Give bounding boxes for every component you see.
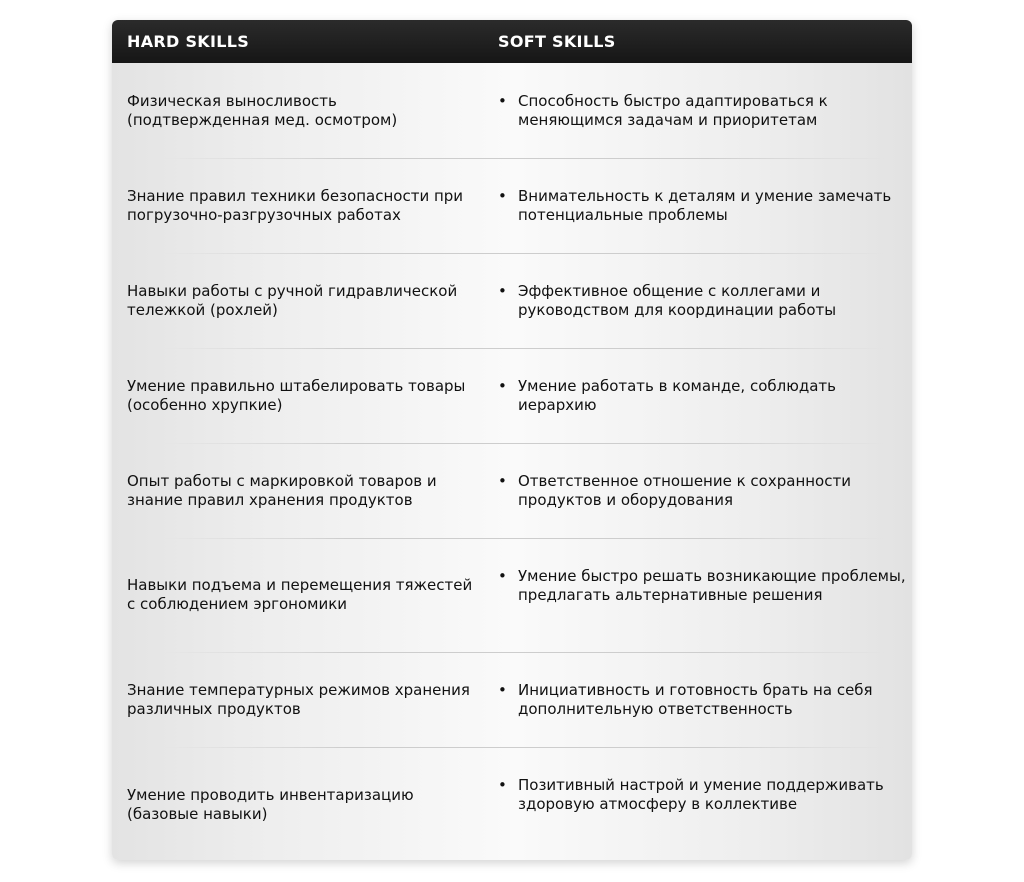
hard-skill-cell: Знание правил техники безопасности при погрузочно-разгрузочных работах [127,187,464,224]
bullet-icon: • [498,681,507,699]
bullet-icon: • [498,377,507,395]
table-row [112,158,912,253]
header-soft-skills: SOFT SKILLS [498,32,616,51]
soft-skill-text: Инициативность и готовность брать на себя дополнительную ответственность [518,681,873,718]
table-row [112,747,912,860]
soft-skill-text: Ответственное отношение к сохранности продуктов и оборудования [518,472,851,509]
hard-skill-cell: Физическая выносливость (подтвержденная мед. осмотром) [127,92,398,129]
bullet-icon: • [498,187,507,205]
header-hard-skills: HARD SKILLS [127,32,250,51]
table-row [112,253,912,348]
table-row [112,348,912,443]
skills-table [112,20,912,860]
hard-skill-cell: Умение проводить инвентаризацию (базовые навыки) [127,786,414,823]
bullet-icon: • [498,472,507,490]
soft-skill-text: Внимательность к деталям и умение замечать потенциальные проблемы [518,187,892,224]
table-row [112,652,912,747]
hard-skill-cell: Опыт работы с маркировкой товаров и знание правил хранения продуктов [127,472,437,509]
hard-skill-cell: Знание температурных режимов хранения различных продуктов [127,681,470,718]
table-header [112,20,912,63]
bullet-icon: • [498,776,507,794]
soft-skill-text: Способность быстро адаптироваться к меняющимся задачам и приоритетам [518,92,828,129]
hard-skill-cell: Умение правильно штабелировать товары (особенно хрупкие) [127,377,466,414]
soft-skill-text: Умение быстро решать возникающие проблемы, предлагать альтернативные решения [518,567,906,604]
table-row [112,538,912,652]
soft-skill-text: Позитивный настрой и умение поддерживать здоровую атмосферу в коллективе [518,776,884,813]
bullet-icon: • [498,282,507,300]
hard-skill-cell: Навыки подъема и перемещения тяжестей с соблюдением эргономики [127,576,473,613]
bullet-icon: • [498,92,507,110]
soft-skill-text: Эффективное общение с коллегами и руководством для координации работы [518,282,837,319]
hard-skill-cell: Навыки работы с ручной гидравлической тележкой (рохлей) [127,282,458,319]
table-row [112,63,912,158]
table-row [112,443,912,538]
bullet-icon: • [498,567,507,585]
soft-skill-text: Умение работать в команде, соблюдать иерархию [518,377,836,414]
